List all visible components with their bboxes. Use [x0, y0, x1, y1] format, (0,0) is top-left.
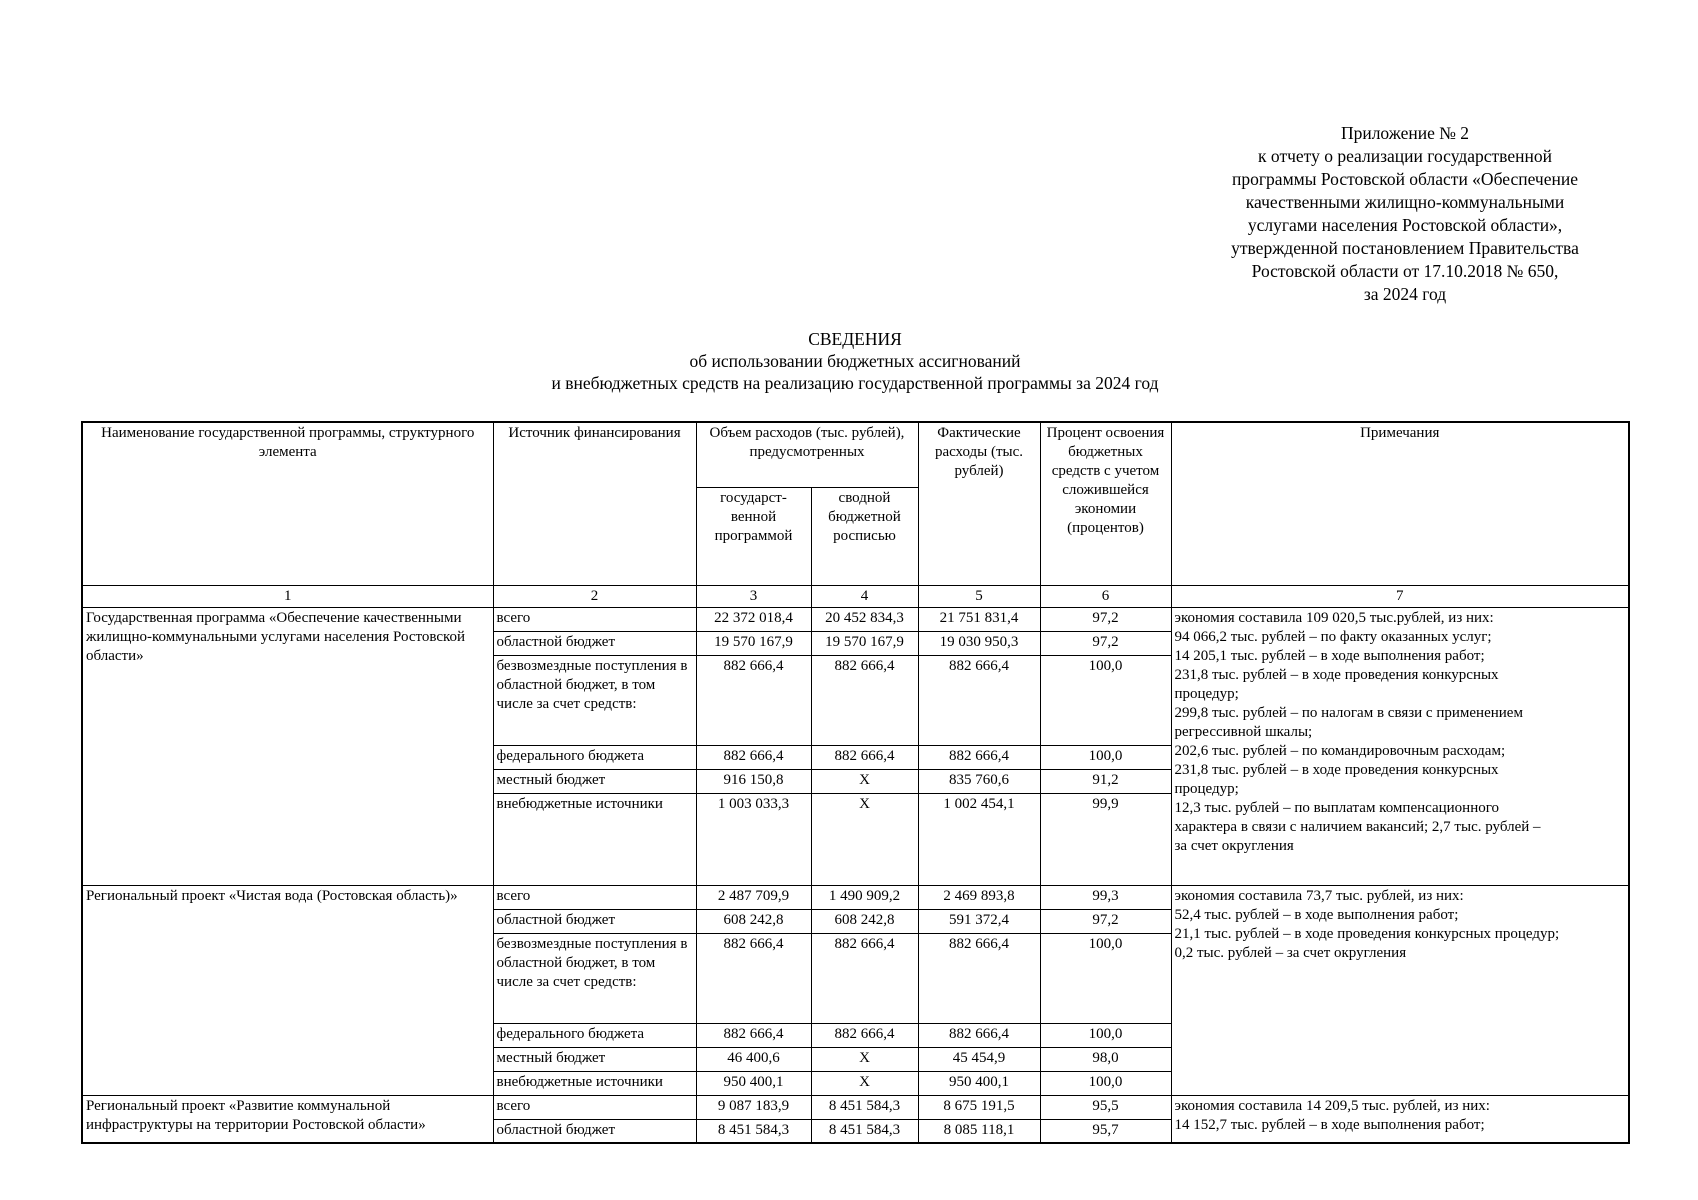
actual-value: 2 469 893,8	[918, 885, 1040, 909]
budget-value: 8 451 584,3	[811, 1095, 918, 1119]
source-cell: всего	[493, 1095, 696, 1119]
column-number: 1	[82, 585, 493, 607]
actual-value: 591 372,4	[918, 909, 1040, 933]
note-line: 0,2 тыс. рублей – за счет округления	[1174, 944, 1407, 961]
appendix-line: Ростовской области от 17.10.2018 № 650,	[1251, 261, 1559, 281]
source-cell: внебюджетные источники	[493, 793, 696, 885]
program-value: 950 400,1	[696, 1071, 811, 1095]
note-line: 231,8 тыс. рублей – в ходе проведения конкурсных	[1174, 666, 1499, 683]
budget-value: 882 666,4	[811, 655, 918, 745]
notes-cell	[1171, 1095, 1629, 1143]
program-value: 46 400,6	[696, 1047, 811, 1071]
source-cell: областной бюджет	[493, 1119, 696, 1143]
appendix-line: услугами населения Ростовской области»,	[1247, 215, 1563, 235]
note-line: 14 152,7 тыс. рублей – в ходе выполнения работ;	[1174, 1116, 1485, 1133]
column-number: 7	[1171, 585, 1629, 607]
source-cell: внебюджетные источники	[493, 1071, 696, 1095]
title-line-1: СВЕДЕНИЯ	[808, 329, 902, 349]
percent-value: 97,2	[1040, 631, 1171, 655]
program-value: 882 666,4	[696, 655, 811, 745]
note-line: 12,3 тыс. рублей – по выплатам компенсационного	[1174, 799, 1500, 816]
header-percent: Процент освоения бюджетных средств с учетом сложившейся экономии (процентов)	[1040, 422, 1171, 585]
budget-value: X	[811, 1071, 918, 1095]
percent-value: 100,0	[1040, 655, 1171, 745]
note-line: характера в связи с наличием вакансий; 2,7 тыс. рублей –	[1174, 818, 1541, 835]
actual-value: 882 666,4	[918, 933, 1040, 1023]
appendix-line: программы Ростовской области «Обеспечение	[1232, 169, 1578, 189]
table-row	[82, 885, 1629, 909]
actual-value: 45 454,9	[918, 1047, 1040, 1071]
note-line: процедур;	[1174, 780, 1239, 797]
note-line: экономия составила 14 209,5 тыс. рублей, из них:	[1174, 1097, 1490, 1114]
source-cell: местный бюджет	[493, 769, 696, 793]
program-value: 19 570 167,9	[696, 631, 811, 655]
budget-value: 1 490 909,2	[811, 885, 918, 909]
source-cell: областной бюджет	[493, 631, 696, 655]
percent-value: 100,0	[1040, 745, 1171, 769]
percent-value: 97,2	[1040, 607, 1171, 631]
actual-value: 19 030 950,3	[918, 631, 1040, 655]
note-line: 202,6 тыс. рублей – по командировочным расходам;	[1174, 742, 1506, 759]
title-line-2: об использовании бюджетных ассигнований	[689, 351, 1021, 371]
budget-value: X	[811, 1047, 918, 1071]
source-cell: федерального бюджета	[493, 745, 696, 769]
percent-value: 97,2	[1040, 909, 1171, 933]
header-name: Наименование государственной программы, структурного элемента	[82, 422, 493, 585]
percent-value: 98,0	[1040, 1047, 1171, 1071]
actual-value: 882 666,4	[918, 1023, 1040, 1047]
column-number: 5	[918, 585, 1040, 607]
note-line: процедур;	[1174, 685, 1239, 702]
notes-cell	[1171, 885, 1629, 1095]
section-name: Региональный проект «Развитие коммунальной инфраструктуры на территории Ростовской области»	[82, 1095, 493, 1143]
actual-value: 8 085 118,1	[918, 1119, 1040, 1143]
percent-value: 100,0	[1040, 1023, 1171, 1047]
appendix-line: за 2024 год	[1363, 284, 1447, 304]
column-numbers-row	[82, 585, 1629, 607]
budget-value: 8 451 584,3	[811, 1119, 918, 1143]
percent-value: 100,0	[1040, 933, 1171, 1023]
actual-value: 882 666,4	[918, 655, 1040, 745]
header-actual: Фактические расходы (тыс. рублей)	[918, 422, 1040, 585]
program-value: 9 087 183,9	[696, 1095, 811, 1119]
column-number: 2	[493, 585, 696, 607]
header-volume: Объем расходов (тыс. рублей), предусмотренных	[696, 422, 918, 487]
percent-value: 99,9	[1040, 793, 1171, 885]
header-notes: Примечания	[1171, 422, 1629, 585]
percent-value: 91,2	[1040, 769, 1171, 793]
table-row	[82, 607, 1629, 631]
source-cell: безвозмездные поступления в областной бюджет, в том числе за счет средств:	[493, 655, 696, 745]
appendix-line: качественными жилищно-коммунальными	[1245, 192, 1565, 212]
title-line-3: и внебюджетных средств на реализацию государственной программы за 2024 год	[551, 373, 1159, 393]
note-line: экономия составила 109 020,5 тыс.рублей, из них:	[1174, 609, 1494, 626]
budget-value: 882 666,4	[811, 933, 918, 1023]
program-value: 22 372 018,4	[696, 607, 811, 631]
header-source: Источник финансирования	[493, 422, 696, 585]
budget-value: 608 242,8	[811, 909, 918, 933]
budget-value: 20 452 834,3	[811, 607, 918, 631]
budget-value: X	[811, 793, 918, 885]
note-line: 231,8 тыс. рублей – в ходе проведения конкурсных	[1174, 761, 1499, 778]
program-value: 882 666,4	[696, 1023, 811, 1047]
column-number: 4	[811, 585, 918, 607]
appendix-block	[1180, 122, 1630, 306]
appendix-line: Приложение № 2	[1340, 123, 1470, 143]
actual-value: 8 675 191,5	[918, 1095, 1040, 1119]
program-value: 8 451 584,3	[696, 1119, 811, 1143]
program-value: 916 150,8	[696, 769, 811, 793]
appendix-line: утвержденной постановлением Правительства	[1231, 238, 1579, 258]
budget-value: X	[811, 769, 918, 793]
note-line: 52,4 тыс. рублей – в ходе выполнения работ;	[1174, 906, 1459, 923]
program-value: 1 003 033,3	[696, 793, 811, 885]
budget-table	[81, 421, 1630, 1144]
section-name: Государственная программа «Обеспечение качественными жилищно-коммунальными услугами населения Ростовской области»	[82, 607, 493, 885]
actual-value: 835 760,6	[918, 769, 1040, 793]
header-by-budget: сводной бюджетной росписью	[811, 487, 918, 585]
program-value: 882 666,4	[696, 745, 811, 769]
note-line: за счет округления	[1174, 837, 1294, 854]
source-cell: безвозмездные поступления в областной бюджет, в том числе за счет средств:	[493, 933, 696, 1023]
notes-cell	[1171, 607, 1629, 885]
note-line: 21,1 тыс. рублей – в ходе проведения конкурсных процедур;	[1174, 925, 1560, 942]
note-line: 14 205,1 тыс. рублей – в ходе выполнения работ;	[1174, 647, 1485, 664]
appendix-line: к отчету о реализации государственной	[1258, 146, 1552, 166]
program-value: 608 242,8	[696, 909, 811, 933]
budget-value: 19 570 167,9	[811, 631, 918, 655]
percent-value: 95,7	[1040, 1119, 1171, 1143]
percent-value: 100,0	[1040, 1071, 1171, 1095]
source-cell: всего	[493, 885, 696, 909]
program-value: 2 487 709,9	[696, 885, 811, 909]
source-cell: всего	[493, 607, 696, 631]
actual-value: 1 002 454,1	[918, 793, 1040, 885]
budget-value: 882 666,4	[811, 1023, 918, 1047]
source-cell: местный бюджет	[493, 1047, 696, 1071]
note-line: 94 066,2 тыс. рублей – по факту оказанных услуг;	[1174, 628, 1492, 645]
budget-value: 882 666,4	[811, 745, 918, 769]
table-row	[82, 1095, 1629, 1119]
document-title	[80, 328, 1630, 394]
source-cell: федерального бюджета	[493, 1023, 696, 1047]
actual-value: 950 400,1	[918, 1071, 1040, 1095]
note-line: 299,8 тыс. рублей – по налогам в связи с применением	[1174, 704, 1523, 721]
actual-value: 21 751 831,4	[918, 607, 1040, 631]
actual-value: 882 666,4	[918, 745, 1040, 769]
note-line: регрессивной шкалы;	[1174, 723, 1313, 740]
section-name: Региональный проект «Чистая вода (Ростовская область)»	[82, 885, 493, 1095]
column-number: 3	[696, 585, 811, 607]
note-line: экономия составила 73,7 тыс. рублей, из них:	[1174, 887, 1464, 904]
column-number: 6	[1040, 585, 1171, 607]
percent-value: 99,3	[1040, 885, 1171, 909]
percent-value: 95,5	[1040, 1095, 1171, 1119]
source-cell: областной бюджет	[493, 909, 696, 933]
header-by-program: государст- венной программой	[696, 487, 811, 585]
program-value: 882 666,4	[696, 933, 811, 1023]
